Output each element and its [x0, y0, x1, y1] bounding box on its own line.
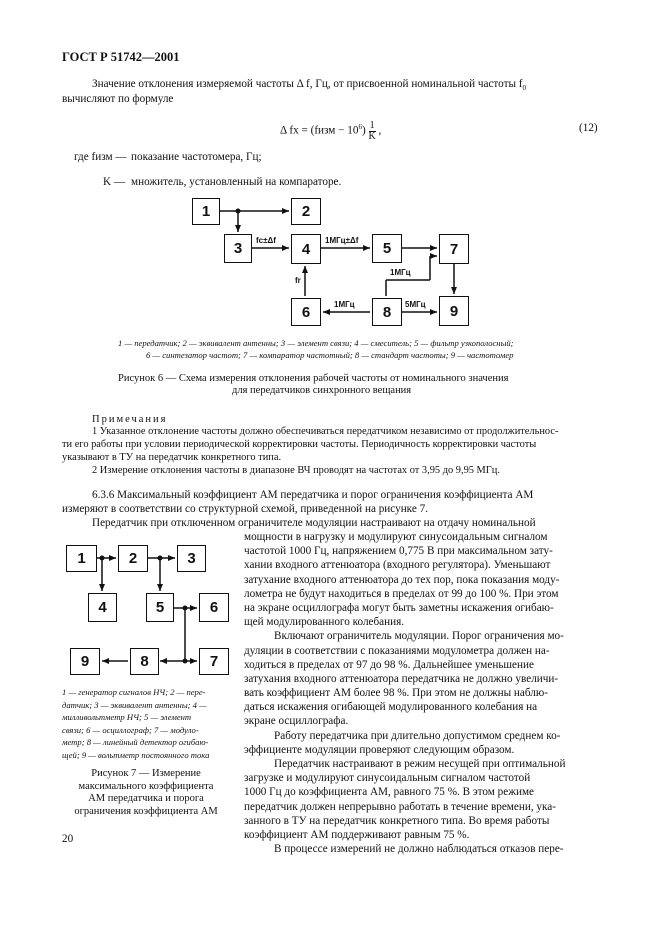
rc-line: В процессе измерений не должно наблюдаться отказов пере-: [274, 843, 564, 856]
fig6-caption-line-1: Рисунок 6 — Схема измерения отклонения рабочей частоты от номинального значения: [118, 373, 509, 384]
rc-line: частотой 1000 Гц, напряжением 0,775 В при максимальном зату-: [244, 545, 553, 558]
note-1-line-3: указывают в ТУ на передатчик конкретного типа.: [62, 452, 282, 463]
fig7-block-2: 2: [118, 545, 148, 572]
fig6-block-5: 5: [372, 234, 402, 263]
fig7-caption-line: ограничения коэффициента АМ: [74, 805, 218, 817]
rc-line: даться искажения огибающей модулированного колебания на: [244, 701, 538, 714]
fig7-legend-line: связи; 6 — осциллограф; 7 — модуло-: [62, 724, 199, 735]
fig7-block-8: 8: [130, 648, 159, 675]
fig7-block-5: 5: [146, 593, 174, 622]
fig6-label-fc: fc±Δf: [256, 236, 276, 245]
document-header: ГОСТ Р 51742—2001: [62, 50, 180, 64]
fig7-legend-line: милливольтметр НЧ; 5 — элемент: [62, 712, 192, 722]
rc-line: вать коэффициент АМ более 98 %. При этом не должны наблю-: [244, 687, 548, 700]
rc-line: эффициенте модуляции проверяют следующим образом.: [244, 743, 515, 756]
fig6-block-3: 3: [224, 234, 252, 263]
formula: Δ fx = (fизм − $10^6$) $\frac{1}{K}$ ,: [280, 119, 382, 142]
where-term-2: K —: [103, 176, 126, 188]
rc-line: дуляции в соответствии с показаниями модулометра должен на-: [244, 644, 550, 657]
fig6-block-2: 2: [291, 198, 321, 225]
fig7-caption: [62, 766, 230, 816]
rc-line: мощности в нагрузку и модулируют синусоидальным сигналом: [244, 531, 548, 543]
fig6-block-6: 6: [291, 298, 321, 326]
fig7-legend: [62, 686, 209, 761]
rc-line: ходиться в пределах от 97 до 98 %. Дальнейшее уменьшение: [244, 658, 534, 671]
where-desc-1: показание частотомера, Гц;: [131, 151, 262, 163]
intro-line-2: вычисляют по формуле: [62, 93, 174, 105]
rc-line: экране осциллографа.: [244, 715, 349, 728]
fig7-caption-line: АМ передатчика и порога: [88, 793, 204, 804]
fig6-caption-line-2: для передатчиков синхронного вещания: [232, 385, 412, 396]
fig6-label-fr: fr: [295, 276, 301, 285]
intro-line-1: Значение отклонения измеряемой частоты Δ f, Гц, от присвоенной номинальной частоты $f_0$: [92, 78, 527, 93]
rc-line: Передатчик настраивают в режим несущей при оптимальной: [274, 758, 566, 770]
fig6-label-1mhz-a: 1МГц: [390, 268, 411, 277]
rc-line: передатчик должен непрерывно работать в течение времени, ука-: [244, 800, 556, 813]
section-p1-line-2: измеряют в соответствии со структурной схемой, приведенной на рисунке 7.: [62, 503, 428, 515]
note-1-line-1: 1 Указанное отклонение частоты должно обеспечиваться передатчиком независимо от продолжительнос-: [92, 426, 559, 437]
where-term-1: где fизм —: [74, 151, 127, 163]
fig6-block-4: 4: [291, 234, 321, 264]
formula-number: (12): [579, 122, 598, 134]
section-p1-line-1: 6.3.6 Максимальный коэффициент АМ передатчика и порог ограничения коэффициента АМ: [92, 489, 534, 501]
rc-line: щей модулированного колебания.: [244, 616, 405, 629]
page-number: 20: [62, 833, 74, 845]
fig7-block-4: 4: [88, 593, 117, 622]
fig6-block-9: 9: [439, 296, 469, 326]
rc-line: на экране осциллографа могут быть заметны искажения огибаю-: [244, 601, 554, 614]
rc-line: затухания входного аттенюатора передатчика не должно увеличи-: [244, 672, 559, 685]
fig7-caption-line: максимального коэффициента: [78, 780, 214, 792]
rc-line: хании входного аттенюатора (входного регулятора). Уменьшают: [244, 559, 551, 572]
fig6-legend-line-1: 1 — передатчик; 2 — эквивалент антенны; 3 — элемент связи; 4 — смеситель; 5 — фильтр узкополосный;: [118, 338, 514, 348]
fig6-block-1: 1: [192, 198, 220, 225]
rc-line: лометра не будут находиться в пределах от 99 до 100 %. При этом: [244, 587, 559, 600]
fig6-label-1mhz-b: 1МГц: [334, 300, 355, 309]
notes-heading: Примечания: [92, 414, 168, 425]
note-1-line-2: ти его работы при условии периодической корректировки частоты. Периодичность корректировки частоты: [62, 439, 537, 450]
fig6-block-7: 7: [439, 234, 469, 264]
rc-line: затухание входного аттенюатора до тех пор, пока показания моду-: [244, 573, 560, 586]
rc-line: коэффициент АМ поддерживают равным 75 %.: [244, 828, 470, 841]
rc-line: занного в ТУ на передатчик конкретного типа. Во время работы: [244, 814, 550, 827]
fig6-block-8: 8: [372, 298, 402, 326]
rc-line: загрузке и модулируют синусоидальным сигналом частотой: [244, 772, 531, 785]
rc-line: Работу передатчика при длительно допустимом среднем ко-: [274, 729, 561, 742]
fig6-legend-line-2: 6 — синтезатор частот; 7 — компаратор частотный; 8 — стандарт частоты; 9 — частотомер: [146, 350, 514, 360]
fig7-block-6: 6: [199, 593, 229, 622]
fig7-legend-line: щей; 9 — вольтметр постоянного тока: [62, 749, 210, 760]
fig7-block-3: 3: [177, 545, 206, 572]
fig7-block-1: 1: [66, 545, 97, 572]
fig7-legend-line: датчик; 3 — эквивалент антенны; 4 —: [62, 699, 207, 710]
rc-line: 1000 Гц до коэффициента АМ, равного 75 %. В этом режиме: [244, 786, 534, 799]
rc-line: Включают ограничитель модуляции. Порог ограничения мо-: [274, 630, 564, 643]
fig7-legend-line: 1 — генератор сигналов НЧ; 2 — пере-: [62, 687, 206, 697]
fig7-block-7: 7: [199, 648, 229, 675]
fig7-legend-line: метр; 8 — линейный детектор огибаю-: [62, 737, 209, 747]
fig7-caption-line: Рисунок 7 — Измерение: [91, 768, 201, 779]
where-desc-2: множитель, установленный на компараторе.: [131, 176, 342, 188]
note-2: 2 Измерение отклонения частоты в диапазоне ВЧ проводят на частотах от 3,95 до 9,95 МГц.: [92, 465, 500, 476]
fig6-label-5mhz: 5МГц: [405, 300, 426, 309]
fig6-label-1mhz-df: 1МГц±Δf: [325, 236, 359, 245]
fig7-block-9: 9: [70, 648, 100, 675]
section-p2-line-1: Передатчик при отключенном ограничителе модуляции настраивают на отдачу номинальной: [92, 517, 536, 529]
